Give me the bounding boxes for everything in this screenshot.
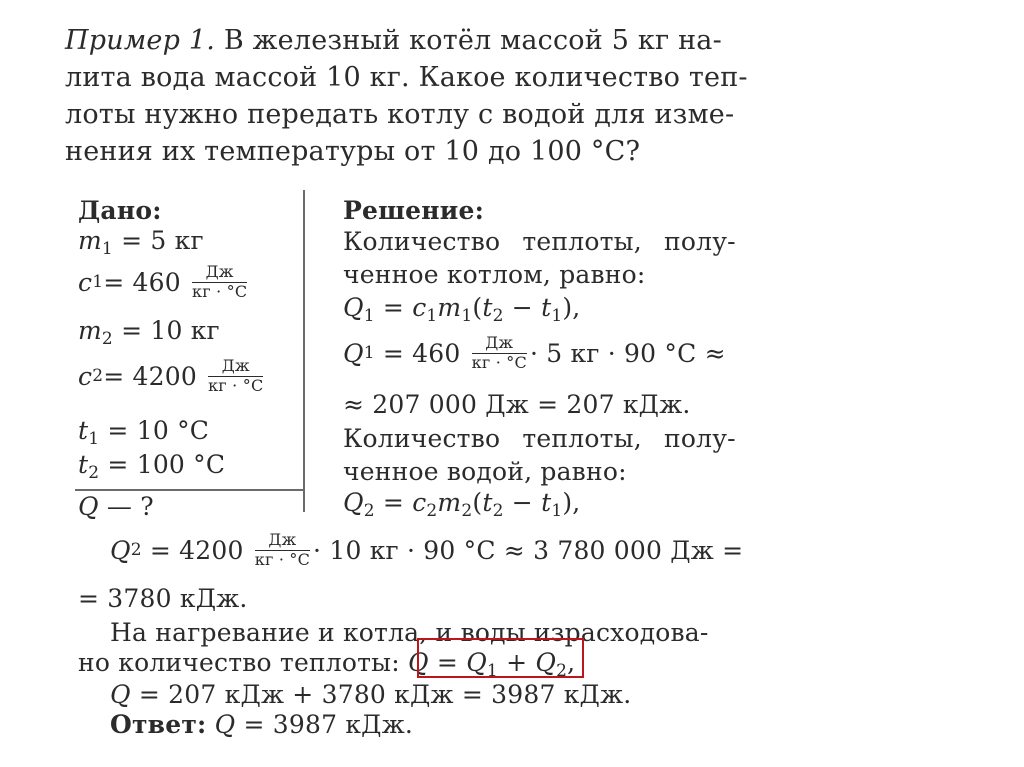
var-q: Q — [110, 680, 131, 709]
var-t: t — [482, 293, 493, 322]
calc-rest: · 5 кг · 90 °С ≈ — [529, 338, 726, 368]
answer-label: Ответ: — [110, 710, 207, 739]
problem-line-2: лита вода массой 10 кг. Какое количество теп- — [65, 62, 748, 93]
solution-line-2: ченное котлом, равно: — [343, 260, 646, 289]
problem-line-3: лоты нужно передать котлу с водой для изме- — [65, 99, 735, 130]
example-label: Пример 1. — [65, 25, 216, 56]
value: = 460 — [103, 267, 181, 297]
fraction-denominator: кг · °С — [254, 549, 311, 569]
total-line — [110, 682, 631, 707]
text: но количество теплоты: — [78, 648, 400, 677]
subscript: 1 — [426, 305, 438, 326]
subscript: 2 — [492, 305, 504, 326]
solution-line-10: На нагревание и котла, и воды израсходова- — [110, 618, 709, 647]
given-m1 — [78, 226, 204, 259]
solution-line-11: но количество теплоты: $Q = Q_1 + Q_2$, — [78, 648, 576, 681]
unit-fraction — [471, 332, 527, 372]
given-heading: Дано: — [78, 196, 162, 225]
fraction-numerator: Дж — [255, 532, 310, 551]
calc-rest: · 10 кг · 90 °С ≈ 3 780 000 Дж = — [313, 535, 744, 565]
value: = 5 кг — [112, 226, 204, 255]
subscript: 2 — [492, 500, 504, 521]
solution-heading: Решение: — [343, 196, 485, 225]
subscript: 1 — [551, 500, 563, 521]
var-t: t — [78, 450, 89, 479]
solution-line-5: ≈ 207 000 Дж = 207 кДж. — [343, 390, 691, 419]
answer-line — [110, 712, 413, 737]
value: = 100 °С — [99, 450, 226, 479]
subscript: 2 — [426, 500, 438, 521]
formula-q2: $Q_2 = c_2m_2(t_2 - t_1)$, — [343, 488, 581, 521]
fraction-denominator: кг · °С — [471, 352, 527, 372]
subscript: 1 — [101, 238, 113, 259]
var-q: Q — [214, 710, 236, 739]
subscript: 2 — [88, 462, 100, 483]
var-c: c — [78, 361, 93, 391]
given-t1 — [78, 416, 210, 449]
var-t: t — [482, 488, 493, 517]
subscript: 2 — [101, 328, 113, 349]
calc-q1: Q 1 = 460 $\frac{Дж}{кг \cdot ^\circ С}$ · 5 кг · 90 °С ≈ — [343, 332, 726, 372]
calc-q2: Q 2 = 4200 $\frac{Дж}{кг \cdot ^\circ С}$ · 10 кг · 90 °С ≈ 3 780 000 Дж = — [110, 529, 744, 569]
var-q: Q — [343, 338, 364, 368]
var-c: c — [78, 267, 93, 297]
formula-q1: $Q_1 = c_1m_1(t_2 - t_1)$, — [343, 293, 581, 326]
var-m: m — [78, 316, 102, 345]
total-value: = 207 кДж + 3780 кДж = 3987 кДж. — [138, 680, 632, 709]
fraction-numerator: Дж — [192, 264, 247, 283]
var-q: Q — [343, 488, 364, 517]
var-c: c — [412, 293, 427, 322]
var-q: Q — [78, 492, 99, 521]
solution-line-6: Количество теплоты, полу- — [343, 424, 736, 453]
value: = 10 кг — [112, 316, 220, 345]
problem-text-1: В железный котёл массой 5 кг на- — [223, 25, 722, 56]
formula-total: $Q = Q_1 + Q_2$ — [408, 648, 568, 681]
subscript: 1 — [88, 428, 100, 449]
var-c: c — [412, 488, 427, 517]
highlight-box — [417, 638, 584, 678]
solution-line-7: ченное водой, равно: — [343, 457, 627, 486]
fraction-denominator: кг · °С — [192, 281, 248, 301]
subscript: 2 — [363, 500, 375, 521]
fraction-denominator: кг · °С — [208, 375, 264, 395]
given-c2: c 2 = 4200 $\frac{Дж}{кг \cdot ^\circ С}$ — [78, 355, 264, 395]
problem-line-1 — [65, 27, 722, 54]
subscript: 1 — [551, 305, 563, 326]
given-divider-horizontal — [75, 489, 305, 491]
var-m: m — [437, 293, 462, 322]
var-m: m — [78, 226, 102, 255]
unit-fraction — [192, 261, 248, 301]
given-unknown — [78, 494, 154, 519]
value: = 10 °С — [99, 416, 210, 445]
given-m2 — [78, 316, 220, 349]
unit-fraction — [208, 355, 264, 395]
given-t2 — [78, 450, 226, 483]
var-q: Q — [110, 535, 131, 565]
given-divider-vertical — [303, 190, 305, 512]
unit-fraction — [254, 529, 311, 569]
subscript: 2 — [461, 500, 473, 521]
problem-line-4: нения их температуры от 10 до 100 °С? — [65, 136, 641, 167]
var-t: t — [541, 488, 552, 517]
solution-line-9: = 3780 кДж. — [78, 584, 248, 613]
answer-value: = 3987 кДж. — [235, 710, 414, 739]
subscript: 1 — [461, 305, 473, 326]
value: = 4200 — [103, 361, 197, 391]
given-c1: c 1 = 460 $\frac{Дж}{кг \cdot ^\circ С}$ — [78, 261, 248, 301]
var-t: t — [78, 416, 89, 445]
fraction-numerator: Дж — [472, 335, 527, 354]
question: — ? — [98, 492, 154, 521]
var-t: t — [541, 293, 552, 322]
subscript: 1 — [363, 305, 375, 326]
var-q: Q — [343, 293, 364, 322]
var-m: m — [437, 488, 462, 517]
solution-line-1: Количество теплоты, полу- — [343, 227, 736, 256]
fraction-numerator: Дж — [208, 358, 263, 377]
